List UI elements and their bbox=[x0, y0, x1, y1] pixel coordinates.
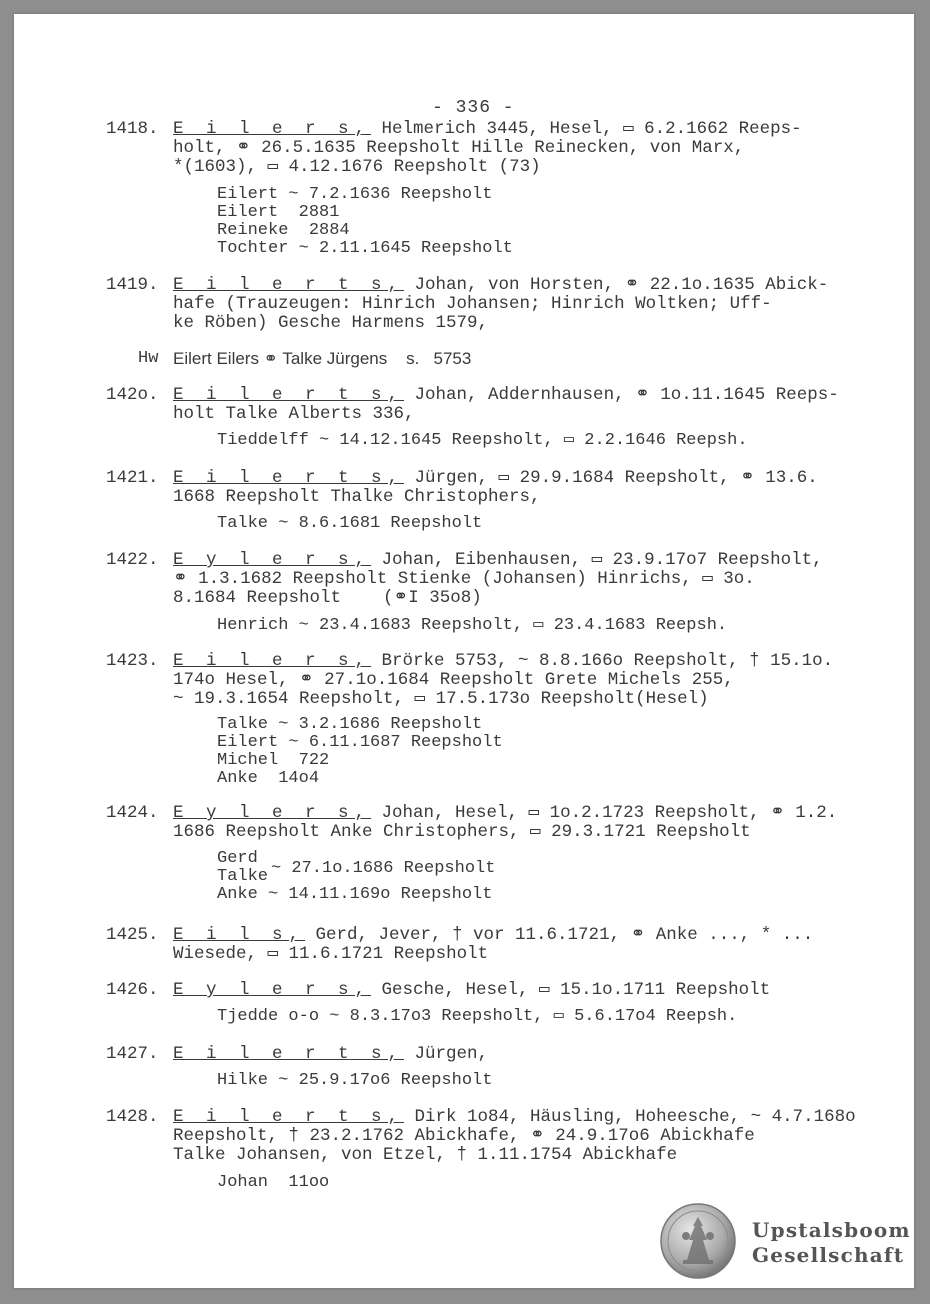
entry-line-1 bbox=[173, 386, 839, 404]
entry-text: Gesche, Hesel, ▭ 15.1o.1711 Reepsholt bbox=[371, 980, 771, 1000]
entry-line-2: holt, ⚭ 26.5.1635 Reepsholt Hille Reinecken, von Marx, bbox=[173, 138, 745, 158]
entry-line-2: 1668 Reepsholt Thalke Christophers, bbox=[173, 487, 541, 507]
family-name: E i l e r t s, bbox=[173, 468, 405, 488]
hw-tag: Hw bbox=[138, 349, 159, 368]
child-line: Hilke ~ 25.9.17o6 Reepsholt bbox=[217, 1071, 493, 1090]
entry-line-3: Talke Johansen, von Etzel, † 1.11.1754 Abickhafe bbox=[173, 1145, 678, 1165]
child-line: Talke bbox=[217, 867, 269, 886]
child-line: Michel 722 bbox=[217, 751, 330, 770]
entry-number: 1419. bbox=[106, 275, 159, 295]
entry-line-1 bbox=[173, 804, 837, 822]
entry-number: 1421. bbox=[106, 468, 159, 488]
entry-text: Jürgen, bbox=[404, 1044, 489, 1064]
entry-number: 1425. bbox=[106, 925, 159, 945]
child-line: Eilert ~ 7.2.1636 Reepsholt bbox=[217, 185, 493, 204]
child-line: Henrich ~ 23.4.1683 Reepsholt, ▭ 23.4.1683 Reepsh. bbox=[217, 616, 728, 635]
family-name: E i l e r t s, bbox=[173, 385, 405, 405]
child-line: Tochter ~ 2.11.1645 Reepsholt bbox=[217, 239, 513, 258]
entry-line-1 bbox=[173, 652, 833, 670]
entry-line-1 bbox=[173, 551, 823, 569]
family-name: E y l e r s, bbox=[173, 980, 372, 1000]
family-name: E y l e r s, bbox=[173, 550, 372, 570]
child-line: Johan 11oo bbox=[217, 1173, 330, 1192]
entry-line-1 bbox=[173, 469, 818, 487]
child-line: Anke ~ 14.11.169o Reepsholt bbox=[217, 885, 493, 904]
child-line: Talke ~ 3.2.1686 Reepsholt bbox=[217, 715, 483, 734]
entry-text: Brörke 5753, ~ 8.8.166o Reepsholt, † 15.1o. bbox=[371, 651, 834, 671]
entry-line-1 bbox=[173, 1108, 856, 1126]
child-line: Talke ~ 8.6.1681 Reepsholt bbox=[217, 514, 483, 533]
entry-line-1 bbox=[173, 1045, 488, 1063]
child-line: Tieddelff ~ 14.12.1645 Reepsholt, ▭ 2.2.1646 Reepsh. bbox=[217, 431, 748, 450]
child-line: Gerd bbox=[217, 849, 258, 868]
entry-number: 1423. bbox=[106, 651, 159, 671]
entry-text: Helmerich 3445, Hesel, ▭ 6.2.1662 Reeps- bbox=[371, 119, 802, 139]
entry-line-3: ke Röben) Gesche Harmens 1579, bbox=[173, 313, 489, 333]
entry-line-3: *(1603), ▭ 4.12.1676 Reepsholt (73) bbox=[173, 157, 541, 177]
entry-line-2: hafe (Trauzeugen: Hinrich Johansen; Hinrich Woltken; Uff- bbox=[173, 294, 772, 314]
child-line: Reineke 2884 bbox=[217, 221, 350, 240]
entry-text: Johan, Addernhausen, ⚭ 1o.11.1645 Reeps- bbox=[404, 385, 839, 405]
child-line: Eilert 2881 bbox=[217, 203, 340, 222]
logo-line-1: Upstalsboom bbox=[752, 1218, 911, 1242]
entry-line-2: Wiesede, ▭ 11.6.1721 Reepsholt bbox=[173, 944, 489, 964]
entry-line-2: ⚭ 1.3.1682 Reepsholt Stienke (Johansen) Hinrichs, ▭ 3o. bbox=[173, 569, 755, 589]
family-name: E i l e r s, bbox=[173, 119, 372, 139]
publisher-logo bbox=[659, 1202, 914, 1282]
entry-number: 1428. bbox=[106, 1107, 159, 1127]
entry-number: 1424. bbox=[106, 803, 159, 823]
child-line: Eilert ~ 6.11.1687 Reepsholt bbox=[217, 733, 503, 752]
entry-line-1 bbox=[173, 120, 802, 138]
child-line: Tjedde o-o ~ 8.3.17o3 Reepsholt, ▭ 5.6.17o4 Reepsh. bbox=[217, 1007, 738, 1026]
entry-line-2: holt Talke Alberts 336, bbox=[173, 404, 415, 424]
entry-line-2: Reepsholt, † 23.2.1762 Abickhafe, ⚭ 24.9.17o6 Abickhafe bbox=[173, 1126, 755, 1146]
child-line: Anke 14o4 bbox=[217, 769, 320, 788]
family-name: E y l e r s, bbox=[173, 803, 372, 823]
entry-line-3: ~ 19.3.1654 Reepsholt, ▭ 17.5.173o Reepsholt(Hesel) bbox=[173, 689, 709, 709]
entry-text: Johan, Hesel, ▭ 1o.2.1723 Reepsholt, ⚭ 1.2. bbox=[371, 803, 838, 823]
document-page bbox=[14, 14, 914, 1288]
family-name: E i l e r t s, bbox=[173, 1107, 405, 1127]
entry-line-2: 1686 Reepsholt Anke Christophers, ▭ 29.3.1721 Reepsholt bbox=[173, 822, 751, 842]
entry-text: Gerd, Jever, † vor 11.6.1721, ⚭ Anke ..., * ... bbox=[305, 925, 814, 945]
child-line: ~ 27.1o.1686 Reepsholt bbox=[271, 859, 496, 878]
entry-line-3: 8.1684 Reepsholt (⚭I 35o8) bbox=[173, 588, 482, 608]
entry-number: 1422. bbox=[106, 550, 159, 570]
family-name: E i l e r t s, bbox=[173, 275, 405, 295]
family-name: E i l s, bbox=[173, 925, 306, 945]
seal-icon bbox=[659, 1202, 737, 1280]
entry-number: 1426. bbox=[106, 980, 159, 1000]
hw-text: Eilert Eilers ⚭ Talke Jürgens s. 5753 bbox=[173, 349, 472, 368]
entry-number: 1427. bbox=[106, 1044, 159, 1064]
entry-text: Johan, Eibenhausen, ▭ 23.9.17o7 Reepsholt, bbox=[371, 550, 823, 570]
page-number: - 336 - bbox=[432, 98, 515, 118]
entry-line-1 bbox=[173, 981, 770, 999]
entry-number: 1418. bbox=[106, 119, 159, 139]
entry-text: Dirk 1o84, Häusling, Hoheesche, ~ 4.7.168o bbox=[404, 1107, 856, 1127]
entry-line-1 bbox=[173, 276, 828, 294]
family-name: E i l e r t s, bbox=[173, 1044, 405, 1064]
logo-line-2: Gesellschaft bbox=[752, 1243, 905, 1267]
entry-line-2: 174o Hesel, ⚭ 27.1o.1684 Reepsholt Grete Michels 255, bbox=[173, 670, 734, 690]
entry-number: 142o. bbox=[106, 385, 159, 405]
entry-line-1 bbox=[173, 926, 813, 944]
family-name: E i l e r s, bbox=[173, 651, 372, 671]
entry-text: Jürgen, ▭ 29.9.1684 Reepsholt, ⚭ 13.6. bbox=[404, 468, 818, 488]
entry-text: Johan, von Horsten, ⚭ 22.1o.1635 Abick- bbox=[404, 275, 829, 295]
